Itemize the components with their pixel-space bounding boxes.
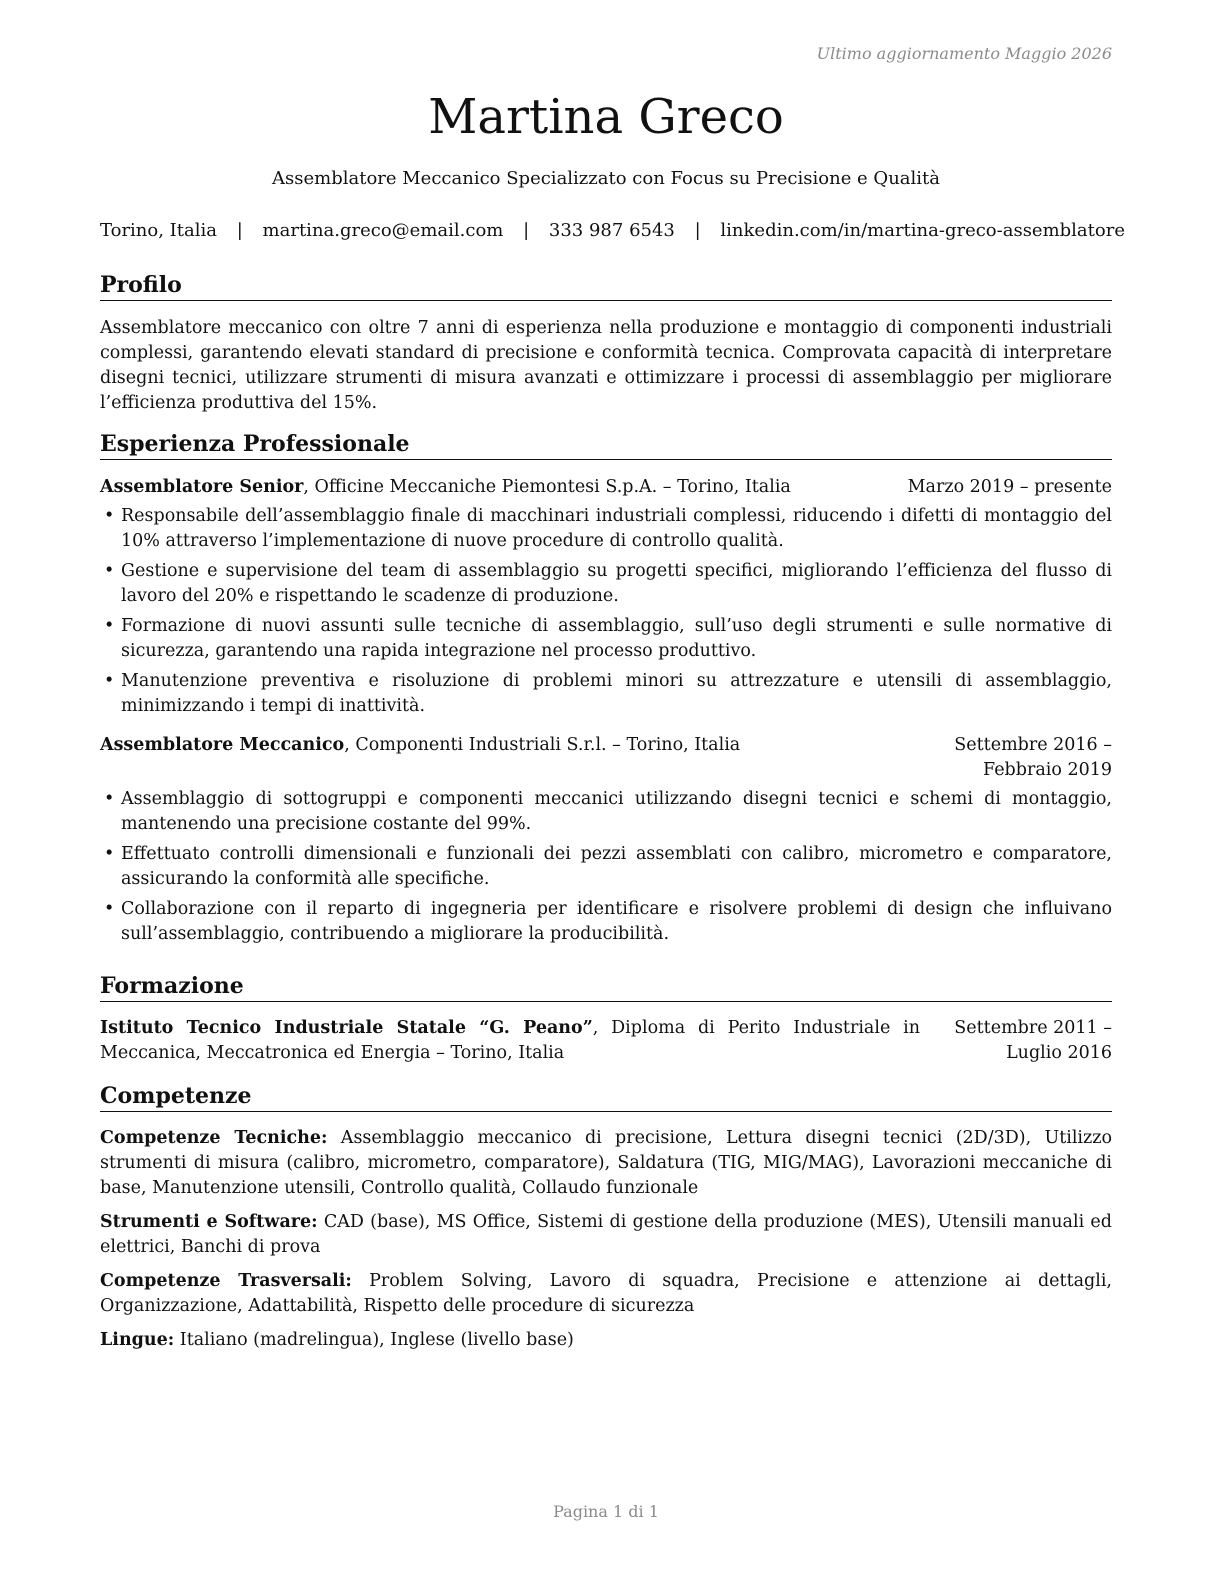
education-school: Istituto Tecnico Industriale Statale “G. Peano” <box>100 1018 593 1038</box>
bullet-text: Gestione e supervisione del team di assemblaggio su progetti specifici, migliorando l’efficienza del flusso di lavoro del 20% e rispettando le scadenze di produzione. <box>121 561 1112 606</box>
list-item <box>100 842 1112 892</box>
list-item <box>100 897 1112 947</box>
contact-separator: | <box>694 220 701 241</box>
skill-row <box>100 1210 1112 1260</box>
job-company: , Componenti Industriali S.r.l. – Torino, Italia <box>344 735 741 755</box>
bullet-marker: • <box>104 506 115 526</box>
contact-separator: | <box>523 220 530 241</box>
page-number: Pagina 1 di 1 <box>553 1502 659 1521</box>
education-section <box>100 972 1112 1066</box>
profile-summary: Assemblatore meccanico con oltre 7 anni di esperienza nella produzione e montaggio di componenti industriali complessi, garantendo elevati standard di precisione e conformità tecnica. Comprovata capacità di interpretare disegni tecnici, utilizzare strumenti di misura avanzati e ottimizzare i processi di assemblaggio per migliorare l’efficienza produttiva del 15%. <box>100 318 1112 413</box>
job-header <box>100 733 1112 783</box>
skill-text: Italiano (madrelingua), Inglese (livello base) <box>174 1330 574 1350</box>
candidate-headline: Assemblatore Meccanico Specializzato con Focus su Precisione e Qualità <box>272 168 940 189</box>
skill-row <box>100 1328 1112 1353</box>
bullet-marker: • <box>104 899 115 919</box>
bullet-text: Collaborazione con il reparto di ingegneria per identificare e risolvere problemi di design che influivano sull’assemblaggio, contribuendo a migliorare la producibilità. <box>121 899 1112 944</box>
candidate-name: Martina Greco <box>428 89 784 145</box>
job-role: Assemblatore Senior <box>100 477 304 497</box>
contact-line <box>100 219 1125 243</box>
bullet-marker: • <box>104 844 115 864</box>
bullet-text: Effettuato controlli dimensionali e funzionali dei pezzi assemblati con calibro, micrometro e comparatore, assicurando la conformità alle specifiche. <box>121 844 1112 889</box>
job-bullets <box>100 504 1112 719</box>
bullet-text: Assemblaggio di sottogruppi e componenti meccanici utilizzando disegni tecnici e schemi di montaggio, mantenendo una precisione costante del 99%. <box>121 789 1112 834</box>
list-item <box>100 787 1112 837</box>
job-role-company <box>100 475 791 500</box>
job-company: , Officine Meccaniche Piemontesi S.p.A. – Torino, Italia <box>303 477 791 497</box>
bullet-marker: • <box>104 616 115 636</box>
list-item <box>100 504 1112 554</box>
experience-section <box>100 430 1112 952</box>
contact-separator: | <box>236 220 243 241</box>
bullet-marker: • <box>104 561 115 581</box>
skills-section <box>100 1082 1112 1362</box>
skill-label: Strumenti e Software: <box>100 1212 318 1232</box>
skill-label: Competenze Trasversali: <box>100 1271 352 1291</box>
contact-phone[interactable]: 333 987 6543 <box>548 220 675 241</box>
skill-label: Lingue: <box>100 1330 175 1350</box>
contact-linkedin-link[interactable]: linkedin.com/in/martina-greco-assemblatore <box>720 220 1125 241</box>
job-entry <box>100 475 1112 719</box>
list-item <box>100 669 1112 719</box>
job-entry <box>100 733 1112 947</box>
bullet-marker: • <box>104 671 115 691</box>
bullet-text: Manutenzione preventiva e risoluzione di problemi minori su attrezzature e utensili di assemblaggio, minimizzando i tempi di inattività. <box>121 671 1112 716</box>
skill-text: CAD (base), MS Office, Sistemi di gestione della produzione (MES), Utensili manuali ed elettrici, Banchi di prova <box>100 1212 1112 1257</box>
section-title-skills: Competenze <box>100 1082 1112 1112</box>
education-degree: , Diploma di Perito Industriale in Meccanica, Meccatronica ed Energia – Torino, Italia <box>100 1018 920 1063</box>
skills-list <box>100 1126 1112 1353</box>
skill-row <box>100 1126 1112 1201</box>
contact-email[interactable]: martina.greco@email.com <box>262 220 504 241</box>
list-item <box>100 614 1112 664</box>
contact-location: Torino, Italia <box>100 220 217 241</box>
job-bullets <box>100 787 1112 947</box>
job-dates: Settembre 2016 – Febbraio 2019 <box>954 735 1112 780</box>
section-title-education: Formazione <box>100 972 1112 1002</box>
section-title-profile: Profilo <box>100 271 1112 301</box>
resume-page <box>100 0 1125 1584</box>
bullet-text: Formazione di nuovi assunti sulle tecniche di assemblaggio, sull’uso degli strumenti e sulle normative di sicurezza, garantendo una rapida integrazione nel processo produttivo. <box>121 616 1112 661</box>
skill-row <box>100 1269 1112 1319</box>
job-role: Assemblatore Meccanico <box>100 735 345 755</box>
education-entry <box>100 1016 1112 1066</box>
job-header <box>100 475 1112 500</box>
job-dates: Marzo 2019 – presente <box>907 477 1112 497</box>
skill-text: Assemblaggio meccanico di precisione, Lettura disegni tecnici (2D/3D), Utilizzo strumenti di misura (calibro, micrometro, comparatore), Saldatura (TIG, MIG/MAG), Lavorazioni meccaniche di base, Manutenzione utensili, Controllo qualità, Collaudo funzionale <box>100 1128 1113 1198</box>
profile-section <box>100 271 1112 416</box>
job-role-company <box>100 733 740 758</box>
education-school-degree <box>100 1016 920 1066</box>
education-dates: Settembre 2011 – Luglio 2016 <box>954 1018 1112 1063</box>
skill-text: Problem Solving, Lavoro di squadra, Precisione e attenzione ai dettagli, Organizzazione, Adattabilità, Rispetto delle procedure di sicurezza <box>100 1271 1112 1316</box>
bullet-marker: • <box>104 789 115 809</box>
section-title-experience: Esperienza Professionale <box>100 430 1112 460</box>
last-updated-note: Ultimo aggiornamento Maggio 2026 <box>816 44 1112 63</box>
list-item <box>100 559 1112 609</box>
bullet-text: Responsabile dell’assemblaggio finale di macchinari industriali complessi, riducendo i difetti di montaggio del 10% attraverso l’implementazione di nuove procedure di controllo qualità. <box>121 506 1112 551</box>
skill-label: Competenze Tecniche: <box>100 1128 328 1148</box>
